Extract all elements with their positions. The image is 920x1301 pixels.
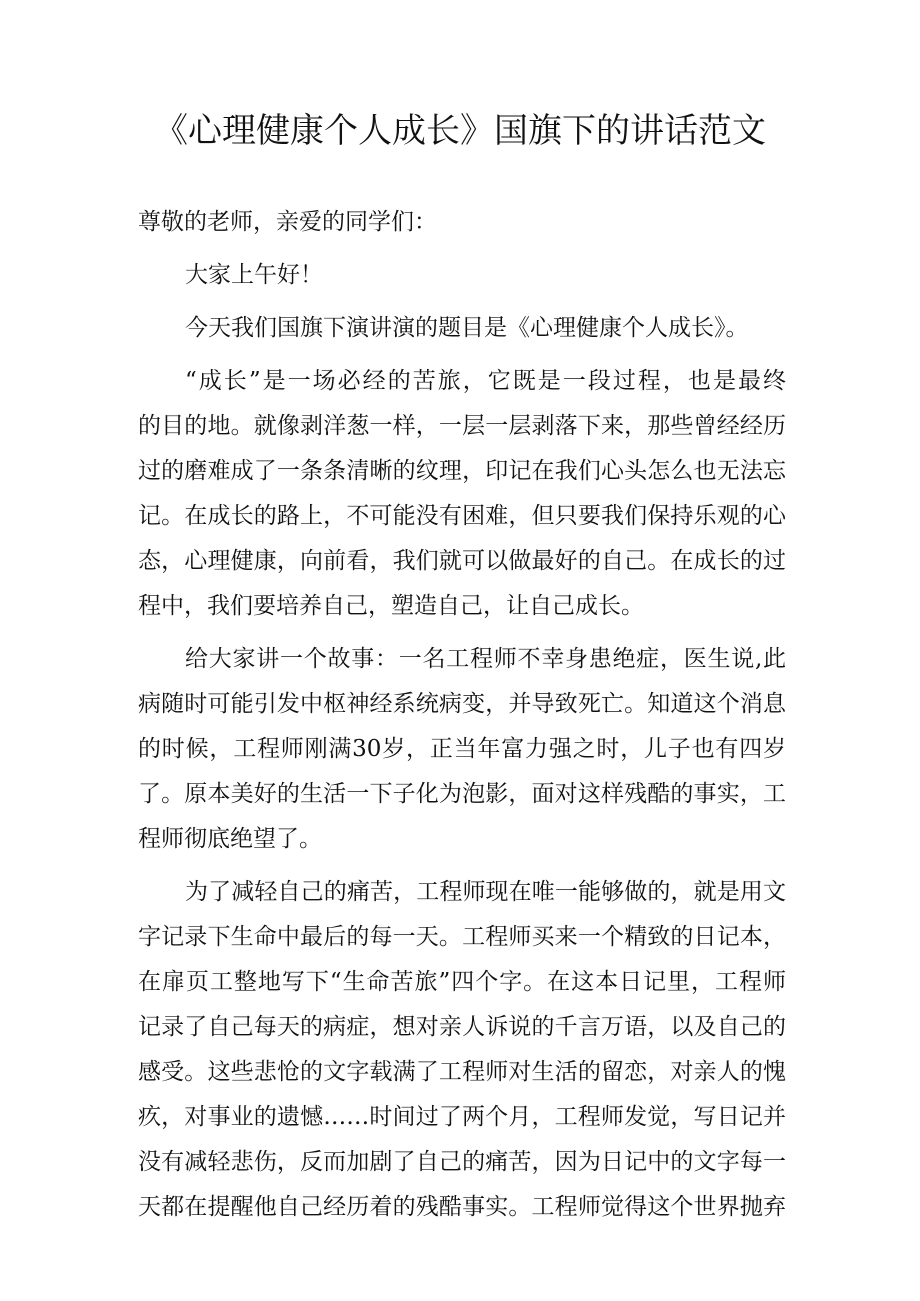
paragraph-line: 态，心理健康，向前看，我们就可以做最好的自己。在成长的过	[138, 548, 786, 574]
paragraph-line: “成长”是一场必经的苦旅，它既是一段过程，也是最终	[185, 368, 786, 394]
paragraph-line: 的目的地。就像剥洋葱一样，一层一层剥落下来，那些曾经经历	[138, 413, 786, 439]
greeting: 大家上午好！	[185, 262, 323, 288]
paragraph-4	[138, 870, 786, 1230]
paragraph-line: 天都在提醒他自己经历着的残酷事实。工程师觉得这个世界抛弃	[138, 1194, 786, 1220]
paragraph-line: 给大家讲一个故事：一名工程师不幸身患绝症，医生说,此	[185, 646, 786, 672]
salutation: 尊敬的老师，亲爱的同学们：	[138, 209, 437, 235]
paragraph-line: 记录了自己每天的病症，想对亲人诉说的千言万语，以及自己的	[138, 1014, 786, 1040]
paragraph-line: 病随时可能引发中枢神经系统病变，并导致死亡。知道这个消息	[138, 691, 786, 717]
paragraph-line: 在扉页工整地写下“生命苦旅”四个字。在这本日记里，工程师	[138, 969, 786, 995]
paragraph-line: 了。原本美好的生活一下子化为泡影，面对这样残酷的事实，工	[138, 781, 786, 807]
paragraph-line: 疚，对事业的遗憾……时间过了两个月，工程师发觉，写日记并	[138, 1104, 786, 1130]
document-body	[138, 200, 786, 1230]
paragraph-line: 程中，我们要培养自己，塑造自己，让自己成长。	[138, 593, 644, 619]
paragraph-line: 字记录下生命中最后的每一天。工程师买来一个精致的日记本，	[138, 924, 786, 950]
paragraph-line: 过的磨难成了一条条清晰的纹理，印记在我们心头怎么也无法忘	[138, 458, 786, 484]
paragraph-1: 今天我们国旗下演讲演的题目是《心理健康个人成长》。	[185, 315, 749, 341]
paragraph-line: 为了减轻自己的痛苦，工程师现在唯一能够做的，就是用文	[185, 879, 786, 905]
paragraph-line: 程师彻底绝望了。	[138, 826, 322, 852]
paragraph-line: 没有减轻悲伤，反而加剧了自己的痛苦，因为日记中的文字每一	[138, 1149, 786, 1175]
paragraph-3	[138, 637, 786, 862]
paragraph-line: 记。在成长的路上，不可能没有困难，但只要我们保持乐观的心	[138, 503, 786, 529]
paragraph-line: 的时候，工程师刚满30岁，正当年富力强之时，儿子也有四岁	[138, 736, 786, 762]
paragraph-line: 感受。这些悲怆的文字载满了工程师对生活的留恋，对亲人的愧	[138, 1059, 786, 1085]
document-title: 《心理健康个人成长》国旗下的讲话范文	[154, 111, 766, 151]
paragraph-2	[138, 359, 786, 629]
